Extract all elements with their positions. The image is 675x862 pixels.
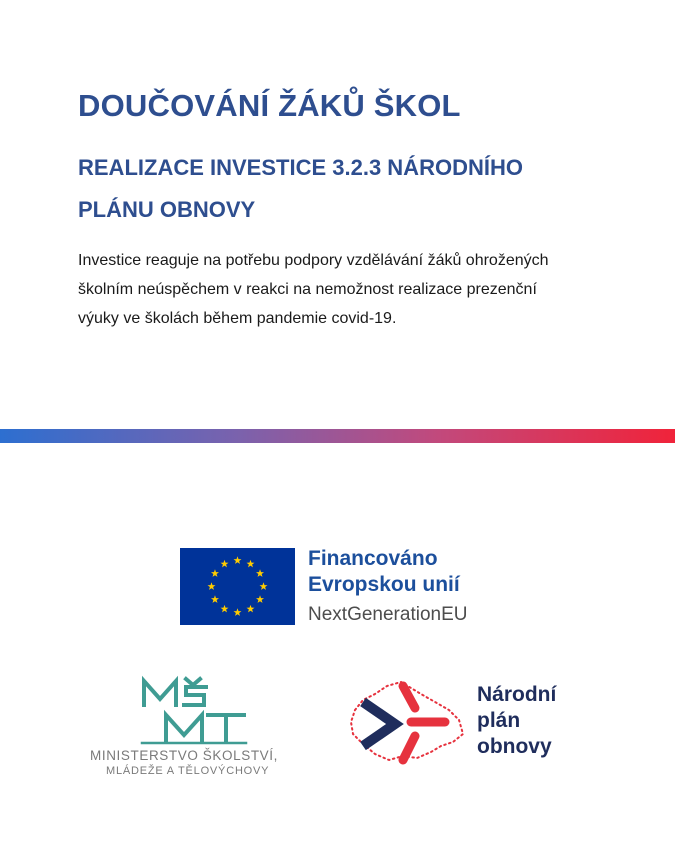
npo-text-line: obnovy bbox=[477, 735, 552, 758]
msmt-logo bbox=[90, 675, 320, 785]
subtitle-line: PLÁNU OBNOVY bbox=[78, 197, 256, 222]
msmt-name-line: MLÁDEŽE A TĚLOVÝCHOVY bbox=[106, 765, 270, 777]
eu-funding-logo bbox=[180, 548, 500, 626]
document-description bbox=[78, 246, 638, 333]
eu-text-line: Financováno bbox=[308, 547, 438, 570]
description-line: Investice reaguje na potřebu podpory vzdělávání žáků ohrožených bbox=[78, 252, 549, 269]
npo-text-line: plán bbox=[477, 709, 521, 732]
document-title: DOUČOVÁNÍ ŽÁKŮ ŠKOL bbox=[78, 88, 461, 123]
npo-text-line: Národní bbox=[477, 683, 557, 706]
msmt-monogram-icon bbox=[138, 675, 248, 747]
eu-text-line: Evropskou unií bbox=[308, 573, 460, 596]
msmt-name-line: MINISTERSTVO ŠKOLSTVÍ, bbox=[90, 748, 278, 763]
description-line: školním neúspěchem v reakci na nemožnost realizace prezenční bbox=[78, 281, 537, 298]
narodni-plan-obnovy-logo-icon bbox=[345, 672, 467, 772]
document-subtitle bbox=[78, 147, 638, 231]
npo-logo bbox=[345, 672, 595, 782]
npo-logo-text bbox=[477, 682, 556, 760]
eu-next-generation-text: NextGenerationEU bbox=[308, 604, 468, 625]
eu-funding-text bbox=[308, 546, 467, 629]
subtitle-line: REALIZACE INVESTICE 3.2.3 NÁRODNÍHO bbox=[78, 155, 523, 180]
description-line: výuky ve školách během pandemie covid-19. bbox=[78, 310, 397, 327]
eu-flag-icon bbox=[180, 548, 295, 625]
gradient-divider bbox=[0, 429, 675, 443]
